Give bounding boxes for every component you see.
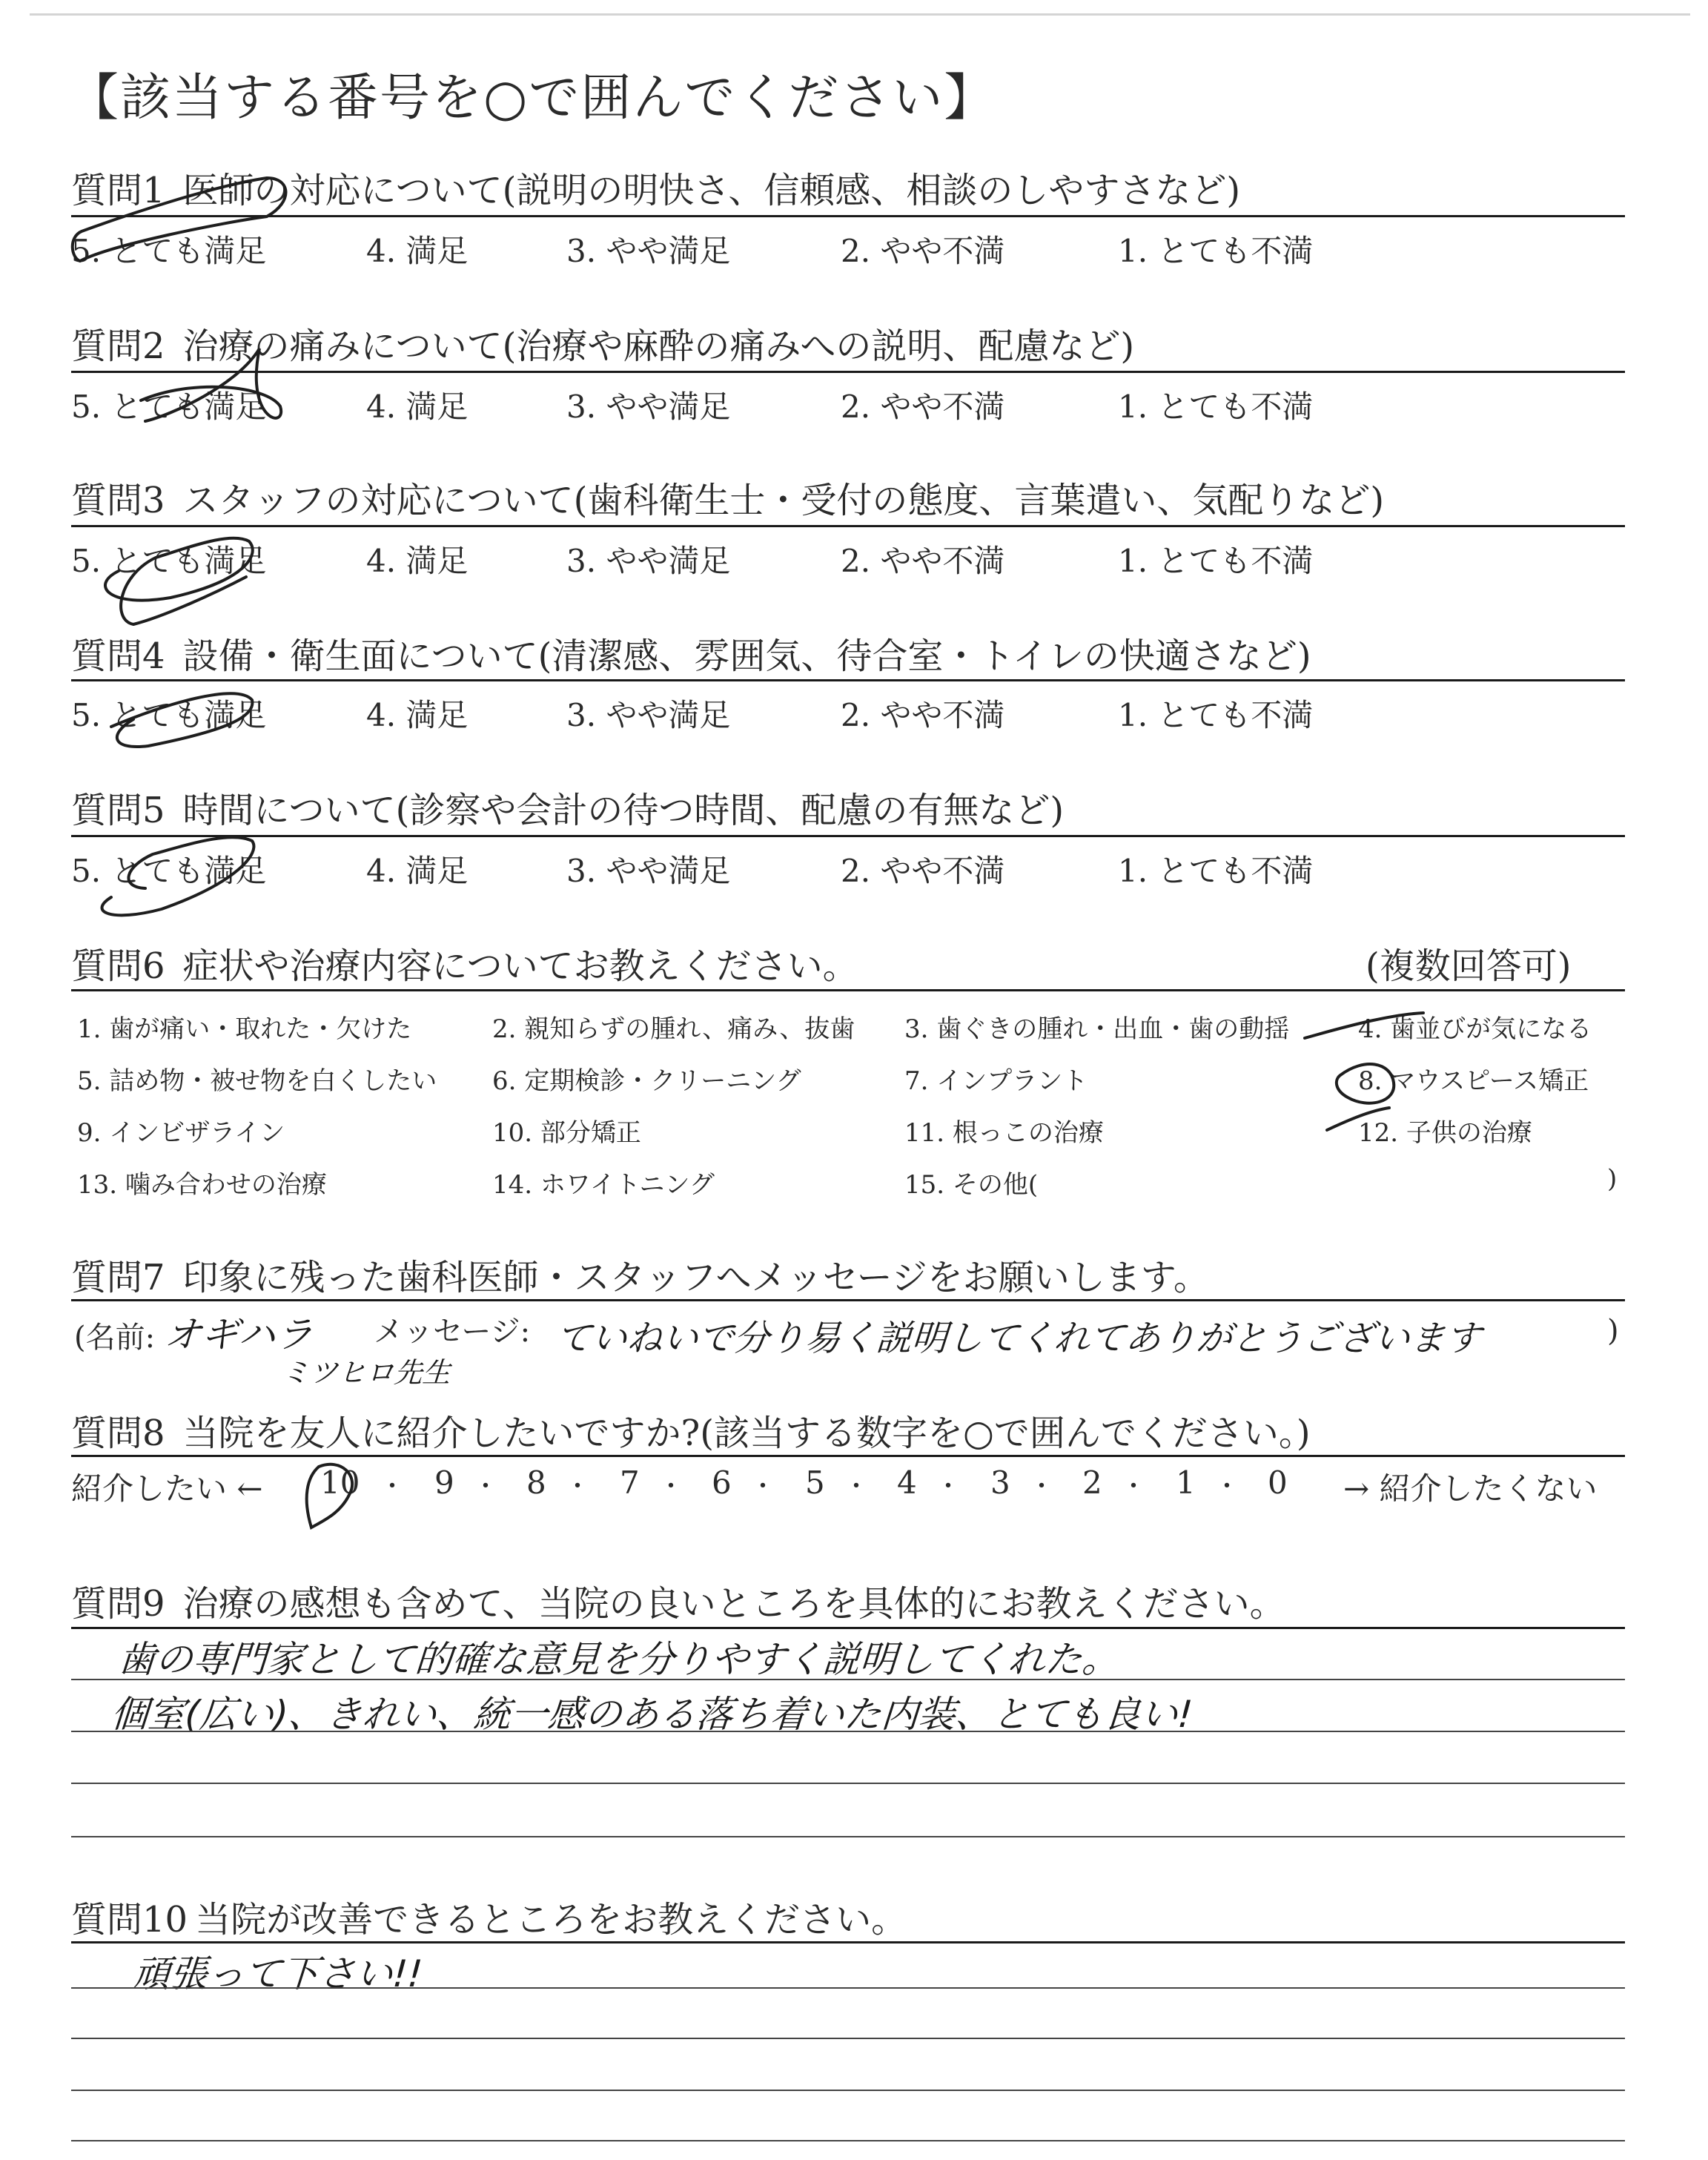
- name-handwriting: オギハラ: [162, 1313, 314, 1356]
- question-text: 当院が改善できるところをお教えください。: [195, 1899, 907, 1941]
- question-number: 質問10: [71, 1899, 188, 1941]
- q6-item-13[interactable]: 13. 噛み合わせの治療: [77, 1170, 327, 1200]
- q6-item-10[interactable]: 10. 部分矯正: [492, 1118, 641, 1148]
- q6-item-12[interactable]: 12. 子供の治療: [1358, 1118, 1532, 1148]
- question-text: 時間について(診察や会計の待つ時間、配慮の有無など): [182, 790, 1065, 831]
- q1-option-4[interactable]: 4. 満足: [366, 233, 469, 269]
- scale-separator: ・: [1121, 1472, 1146, 1502]
- scale-separator: ・: [380, 1472, 405, 1502]
- q6-item-15[interactable]: 15. その他(: [904, 1170, 1039, 1200]
- q8-selection-circle: [307, 1464, 352, 1527]
- question-text: 印象に残った歯科医師・スタッフへメッセージをお願いします。: [182, 1257, 1209, 1298]
- message-close: ): [1607, 1314, 1619, 1348]
- q1-option-5[interactable]: 5. とても満足: [71, 233, 267, 269]
- q6-item-14[interactable]: 14. ホワイトニング: [492, 1170, 715, 1200]
- scale-separator: ・: [473, 1472, 498, 1502]
- q4-option-5[interactable]: 5. とても満足: [71, 697, 267, 733]
- q6-item-2[interactable]: 2. 親知らずの腫れ、痛み、抜歯: [492, 1014, 855, 1044]
- scale-value-10[interactable]: 10: [320, 1464, 360, 1501]
- scale-right-label: → 紹介したくない: [1343, 1470, 1598, 1507]
- q1-option-3[interactable]: 3. やや満足: [566, 233, 731, 269]
- q3-selection-circle: [105, 538, 253, 624]
- q6-item-8[interactable]: 8. マウスピース矯正: [1358, 1066, 1589, 1096]
- q6-selection-mark-4: [1305, 1013, 1423, 1038]
- q5-option-5[interactable]: 5. とても満足: [71, 853, 267, 889]
- q3-option-5[interactable]: 5. とても満足: [71, 543, 267, 579]
- q6-item-6[interactable]: 6. 定期検診・クリーニング: [492, 1066, 801, 1096]
- question-number: 質問2: [71, 326, 165, 367]
- q1-selection-circle: [73, 178, 286, 261]
- q2-option-5[interactable]: 5. とても満足: [71, 389, 267, 425]
- q2-option-1[interactable]: 1. とても不満: [1118, 389, 1314, 425]
- q1-option-2[interactable]: 2. やや不満: [841, 233, 1005, 269]
- q6-item-9[interactable]: 9. インビザライン: [77, 1118, 285, 1148]
- scale-separator: ・: [750, 1472, 775, 1502]
- scale-value-9[interactable]: 9: [434, 1464, 454, 1501]
- scale-value-4[interactable]: 4: [897, 1464, 917, 1501]
- q6-item-7[interactable]: 7. インプラント: [904, 1066, 1088, 1096]
- q6-selection-mark-12: [1327, 1108, 1389, 1130]
- question-number: 質問1: [71, 170, 165, 211]
- q4-option-2[interactable]: 2. やや不満: [841, 697, 1005, 733]
- q3-option-4[interactable]: 4. 満足: [366, 543, 469, 579]
- question-text: スタッフの対応について(歯科衛生士・受付の態度、言葉遣い、気配りなど): [182, 480, 1385, 521]
- question-number: 質問3: [71, 480, 165, 521]
- multiple-answer-note: (複数回答可): [1366, 945, 1572, 987]
- question-text: 治療の痛みについて(治療や麻酔の痛みへの説明、配慮など): [182, 326, 1135, 367]
- q6-item-15-close: ): [1607, 1164, 1618, 1194]
- q6-item-11[interactable]: 11. 根っこの治療: [904, 1118, 1104, 1148]
- q10-answer-line-1: 頑張って下さい!!: [131, 1952, 424, 1995]
- q1-option-1[interactable]: 1. とても不満: [1118, 233, 1314, 269]
- scale-separator: ・: [936, 1472, 961, 1502]
- q6-item-5[interactable]: 5. 詰め物・被せ物を白くしたい: [77, 1066, 437, 1096]
- q2-option-3[interactable]: 3. やや満足: [566, 389, 731, 425]
- q4-selection-circle: [111, 693, 252, 747]
- question-number: 質問5: [71, 790, 165, 831]
- q2-option-2[interactable]: 2. やや不満: [841, 389, 1005, 425]
- question-text: 設備・衛生面について(清潔感、雰囲気、待合室・トイレの快適さなど): [182, 635, 1311, 677]
- scale-separator: ・: [565, 1472, 590, 1502]
- scale-value-7[interactable]: 7: [620, 1464, 640, 1501]
- q3-option-3[interactable]: 3. やや満足: [566, 543, 731, 579]
- question-number: 質問9: [71, 1583, 165, 1625]
- q5-option-4[interactable]: 4. 満足: [366, 853, 469, 889]
- scale-value-3[interactable]: 3: [990, 1464, 1010, 1501]
- question-text: 医師の対応について(説明の明快さ、信頼感、相談のしやすさなど): [182, 170, 1241, 211]
- scale-value-6[interactable]: 6: [712, 1464, 732, 1501]
- q5-option-1[interactable]: 1. とても不満: [1118, 853, 1314, 889]
- q6-item-1[interactable]: 1. 歯が痛い・取れた・欠けた: [77, 1014, 412, 1044]
- scale-value-5[interactable]: 5: [805, 1464, 825, 1501]
- q6-item-3[interactable]: 3. 歯ぐきの腫れ・出血・歯の動揺: [904, 1014, 1290, 1044]
- q4-option-4[interactable]: 4. 満足: [366, 697, 469, 733]
- question-text: 治療の感想も含めて、当院の良いところを具体的にお教えください。: [182, 1583, 1285, 1625]
- q6-selection-circle-8: [1337, 1064, 1394, 1103]
- q3-option-1[interactable]: 1. とても不満: [1118, 543, 1314, 579]
- q2-option-4[interactable]: 4. 満足: [366, 389, 469, 425]
- scale-left-label: 紹介したい ←: [71, 1470, 263, 1507]
- q5-option-3[interactable]: 3. やや満足: [566, 853, 731, 889]
- q5-option-2[interactable]: 2. やや不満: [841, 853, 1005, 889]
- q5-selection-circle: [102, 837, 254, 915]
- q9-answer-line-1: 歯の専門家として的確な意見を分りやすく説明してくれた。: [116, 1638, 1121, 1681]
- question-number: 質問6: [71, 945, 165, 987]
- scale-value-1[interactable]: 1: [1176, 1464, 1196, 1501]
- question-number: 質問7: [71, 1257, 165, 1298]
- q9-answer-line-2: 個室(広い)、きれい、統一感のある落ち着いた内装、とても良い!: [109, 1693, 1194, 1736]
- name-handwriting-line2: ミツヒロ先生: [280, 1356, 452, 1389]
- q2-selection-circle: [141, 349, 281, 421]
- message-label: メッセージ:: [374, 1315, 531, 1349]
- scale-separator: ・: [1214, 1472, 1239, 1502]
- question-number: 質問8: [71, 1413, 165, 1454]
- q3-option-2[interactable]: 2. やや不満: [841, 543, 1005, 579]
- scale-value-2[interactable]: 2: [1082, 1464, 1102, 1501]
- q6-item-4[interactable]: 4. 歯並びが気になる: [1358, 1014, 1592, 1044]
- scale-value-8[interactable]: 8: [526, 1464, 546, 1501]
- scale-separator: ・: [658, 1472, 683, 1502]
- q4-option-3[interactable]: 3. やや満足: [566, 697, 731, 733]
- question-text: 症状や治療内容についてお教えください。: [182, 945, 858, 987]
- name-label: (名前:: [74, 1321, 156, 1355]
- question-text: 当院を友人に紹介したいですか?(該当する数字を○で囲んでください。): [182, 1413, 1311, 1454]
- scale-separator: ・: [844, 1472, 869, 1502]
- form-heading: 【該当する番号を○で囲んでください】: [68, 69, 996, 128]
- question-number: 質問4: [71, 635, 165, 677]
- scale-value-0[interactable]: 0: [1268, 1464, 1288, 1501]
- message-handwriting: ていねいで分り易く説明してくれてありがとうございます: [554, 1318, 1483, 1359]
- q4-option-1[interactable]: 1. とても不満: [1118, 697, 1314, 733]
- scale-separator: ・: [1029, 1472, 1054, 1502]
